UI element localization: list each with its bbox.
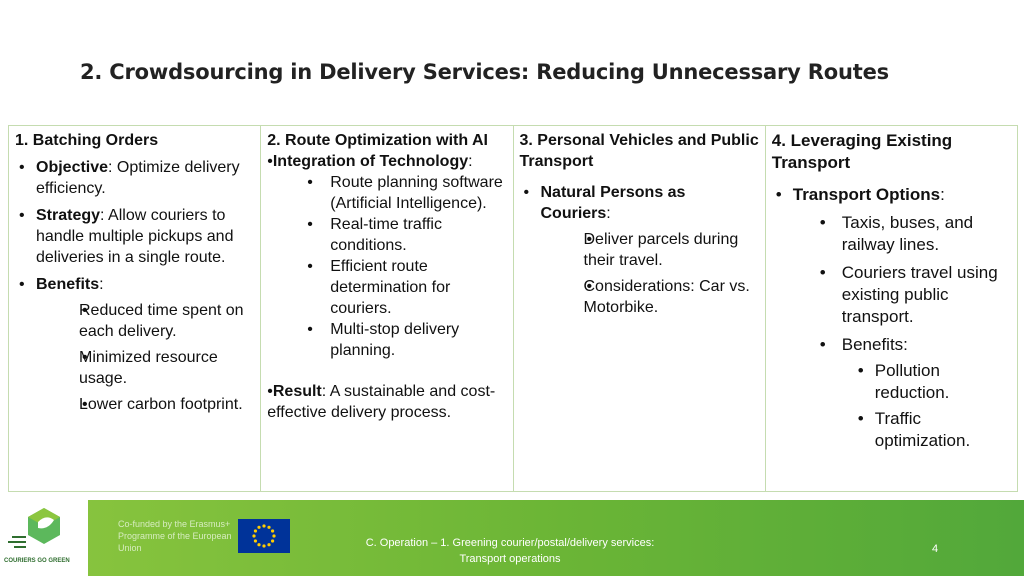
slide-title: 2. Crowdsourcing in Delivery Services: Reducing Unnecessary Routes — [80, 60, 889, 84]
result-item: • Result: A sustainable and cost-effective delivery process. — [267, 381, 506, 423]
natural-persons-item: • Natural Persons as Couriers: • Deliver parcels during their travel. • Considerations: Car vs. Motorbike. — [520, 182, 759, 318]
cofunded-text: Co-funded by the Erasmus+ Programme of the European Union — [118, 519, 232, 553]
benefit-item: • Lower carbon footprint. — [36, 394, 254, 415]
leaf-box-icon — [0, 500, 88, 560]
column-route-optimization — [261, 126, 513, 491]
integration-subitem: • Real-time traffic conditions. — [267, 214, 506, 256]
transport-subitem: • Taxis, buses, and railway lines. — [772, 212, 1011, 256]
couriers-go-green-logo — [0, 500, 88, 576]
integration-item: • Integration of Technology: — [267, 151, 506, 172]
integration-subitem: • Route planning software (Artificial Intelligence). — [267, 172, 506, 214]
integration-subitem: • Efficient route determination for couriers. — [267, 256, 506, 319]
benefit-item: • Reduced time spent on each delivery. — [36, 300, 254, 342]
column-heading: 1. Batching Orders — [15, 132, 159, 149]
logo-text: COURIERS GO GREEN — [4, 558, 70, 564]
strategy-item: • Strategy: Allow couriers to handle multiple pickups and deliveries in a single route. — [15, 205, 254, 268]
natural-subitem: • Considerations: Car vs. Motorbike. — [541, 276, 759, 318]
column-personal-vehicles — [514, 126, 766, 491]
column-heading: 2. Route Optimization with AI — [267, 132, 488, 149]
objective-item: • Objective: Optimize delivery efficiency. — [15, 157, 254, 199]
column-batching-orders — [9, 126, 261, 491]
benefit-item: • Minimized resource usage. — [36, 347, 254, 389]
benefits-subitem: • Benefits: — [772, 334, 1011, 356]
eu-flag-icon — [238, 519, 290, 553]
column-leveraging-transport — [766, 126, 1017, 491]
footer-caption: C. Operation – 1. Greening courier/postal/delivery services: Transport operations — [365, 537, 655, 565]
benefits-item: • Benefits: • Reduced time spent on each delivery. • Minimized resource usage. • Lower carbon footprint. — [15, 274, 254, 415]
content-table — [8, 125, 1018, 492]
transport-subitem: • Couriers travel using existing public transport. — [772, 262, 1011, 328]
page-number: 4 — [932, 543, 939, 555]
natural-subitem: • Deliver parcels during their travel. — [541, 229, 759, 271]
benefit-subitem: • Pollution reduction. — [772, 360, 1011, 404]
column-heading: 4. Leveraging Existing Transport — [771, 131, 953, 172]
benefit-subitem: • Traffic optimization. — [772, 408, 1011, 452]
column-heading: 3. Personal Vehicles and Public Transport — [519, 132, 759, 170]
transport-options-item: • Transport Options: — [772, 184, 1011, 206]
integration-subitem: • Multi-stop delivery planning. — [267, 319, 506, 361]
